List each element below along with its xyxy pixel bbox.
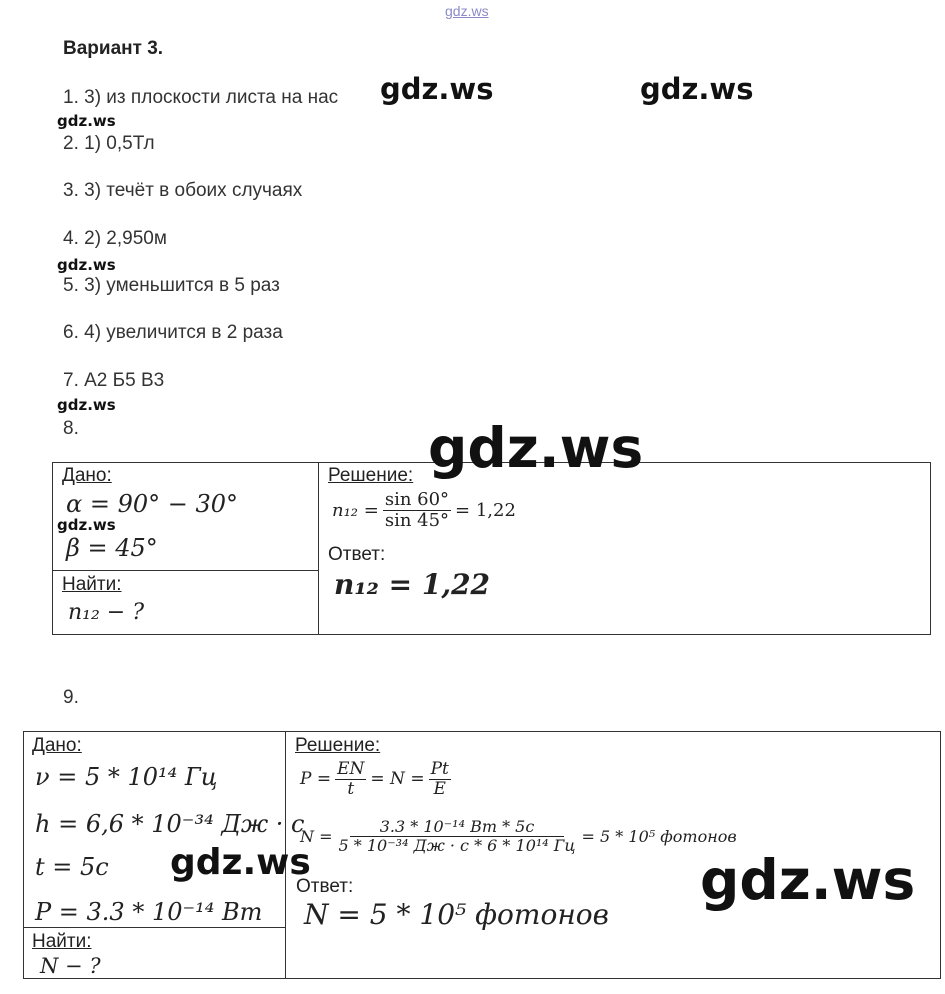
task8-given-divider [52, 570, 318, 571]
watermark: gdz.ws [57, 516, 116, 534]
task9-f1-num1: EN [337, 759, 365, 779]
task9-f2-num: 3.3 * 10⁻¹⁴ Вт * 5с [350, 818, 565, 837]
task9-answer: N = 5 * 10⁵ фотонов [304, 898, 609, 931]
answer-4: 4. 2) 2,950м [63, 228, 167, 249]
watermark: gdz.ws [170, 842, 311, 883]
task8-given-beta: β = 45° [66, 534, 158, 562]
task9-f1-den2: E [433, 778, 446, 799]
task9-f2-result: = 5 * 10⁵ фотонов [581, 826, 737, 846]
task9-given-nu: ν = 5 * 10¹⁴ Гц [35, 763, 218, 791]
task8-find-label: Найти: [62, 574, 122, 595]
task8-table [52, 462, 931, 635]
task9-f2-den: 5 * 10⁻³⁴ Дж · с * 6 * 10¹⁴ Гц [338, 835, 576, 855]
watermark: gdz.ws [57, 256, 116, 274]
task8-solution-label: Решение: [328, 465, 414, 486]
answer-6: 6. 4) увеличится в 2 раза [63, 322, 283, 343]
task8-solution-num: sin 60° [384, 489, 450, 510]
answer-2: 2. 1) 0,5Тл [63, 133, 155, 154]
task9-f1-num2: Pt [430, 759, 449, 779]
task9-given-h: h = 6,6 * 10⁻³⁴ Дж · с [35, 810, 305, 838]
task9-f1-frac1 [335, 760, 366, 798]
task9-solution-label: Решение: [295, 735, 381, 756]
task9-f2-lhs: N = [300, 826, 333, 846]
task9-f1-frac2 [429, 760, 451, 798]
task8-given-label: Дано: [62, 465, 112, 486]
task8-answer: n₁₂ = 1,22 [334, 568, 491, 601]
task8-solution-formula [332, 490, 516, 531]
answer-3: 3. 3) течёт в обоих случаях [63, 180, 303, 201]
task8-answer-label: Ответ: [328, 544, 386, 565]
task9-f1-lhs: P = [300, 769, 332, 790]
task9-given-divider [23, 927, 285, 928]
page-title: Вариант 3. [63, 38, 164, 59]
answer-5: 5. 3) уменьшится в 5 раз [63, 275, 280, 296]
task8-find: n₁₂ − ? [68, 600, 145, 625]
watermark: gdz.ws [57, 396, 116, 414]
watermark: gdz.ws [380, 72, 494, 106]
task9-find-label: Найти: [32, 931, 92, 952]
task9-given-t: t = 5c [35, 853, 109, 881]
task8-solution-lhs: n₁₂ = [332, 499, 379, 521]
task9-find: N − ? [40, 954, 101, 978]
task9-formula-1 [300, 760, 451, 798]
answer-8-number: 8. [63, 418, 79, 439]
task9-given-p: P = 3.3 * 10⁻¹⁴ Вт [35, 898, 263, 926]
task8-divider [318, 462, 319, 635]
top-watermark: gdz.ws [445, 3, 489, 19]
task9-answer-label: Ответ: [296, 876, 354, 897]
task8-solution-den: sin 45° [384, 509, 450, 531]
watermark: gdz.ws [700, 848, 916, 912]
task9-formula-2 [300, 818, 737, 854]
task9-f2-frac [337, 818, 578, 854]
task9-given-label: Дано: [32, 735, 82, 756]
task9-f1-mid: = N = [370, 769, 425, 790]
task9-number: 9. [63, 687, 79, 708]
watermark: gdz.ws [57, 112, 116, 130]
answer-7: 7. А2 Б5 В3 [63, 370, 165, 391]
task8-solution-fraction [383, 490, 451, 531]
watermark: gdz.ws [428, 416, 644, 480]
task8-given-alpha: α = 90° − 30° [66, 490, 239, 518]
task8-solution-result: = 1,22 [455, 499, 516, 521]
watermark: gdz.ws [640, 72, 754, 106]
answer-1: 1. 3) из плоскости листа на нас [63, 87, 339, 108]
task9-f1-den1: t [347, 778, 355, 799]
